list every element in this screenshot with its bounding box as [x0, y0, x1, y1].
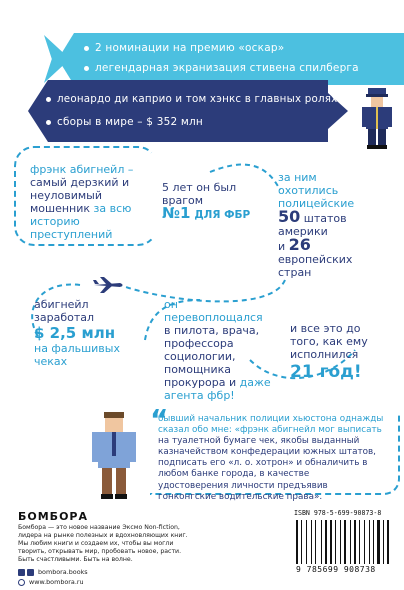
publisher-site[interactable]: www.bombora.ru [18, 578, 84, 586]
quote-text: бывший начальник полиции хьюстона однажды сказал обо мне: «фрэнк абигнейл мог выписать на туалетной бумаге чек, якобы выданный казначейством конфедерации южных штатов, подписать его «л. о. хотрон» и обналичить в любом банке города, в качестве удостоверения личности предъявив гонконгские водительские права». [158, 414, 384, 502]
barcode-bar [347, 520, 349, 564]
bullet-icon [84, 46, 89, 51]
barcode-bar [344, 520, 347, 564]
barcode-bar [377, 520, 380, 564]
barcode-bar [321, 520, 322, 564]
barcode-bar [303, 520, 306, 564]
barcode-bar [330, 520, 333, 564]
barcode-bar [373, 520, 375, 564]
quote-mark-icon: “ [150, 403, 169, 436]
barcode-bar [359, 520, 360, 564]
barcode-bar [383, 520, 384, 564]
vk-icon [27, 569, 34, 576]
barcode-bar [390, 520, 391, 564]
barcode-bar [299, 520, 300, 564]
barcode-bar [371, 520, 372, 564]
police-officer-icon [360, 88, 394, 150]
bullet-icon [46, 97, 51, 102]
banner-line-3: леонардо ди каприо и том хэнкс в главных ролях [46, 93, 337, 105]
barcode-bar [313, 520, 314, 564]
barcode-bar [360, 520, 363, 564]
barcode-bar [354, 520, 356, 564]
facebook-icon [18, 569, 25, 576]
barcode-bar [328, 520, 329, 564]
banner-line-2: легендарная экранизация стивена спилберга [84, 62, 359, 74]
fact-6: и все это до того, как ему исполнился 21 год! [290, 322, 368, 382]
barcode: 9 785699 908738 [296, 520, 392, 574]
fact-1: фрэнк абигнейл – самый дерзкий и неуловимый мошенник за всю историю преступлений [30, 163, 134, 241]
barcode-bars [296, 520, 392, 564]
banner-cast [28, 80, 328, 142]
barcode-bar [311, 520, 312, 564]
fact-2: 5 лет он был врагом №1 ДЛЯ ФБР [162, 181, 251, 222]
publisher-logo: БОМБОРА [18, 510, 88, 523]
barcode-bar [335, 520, 336, 564]
barcode-bar [308, 520, 310, 564]
barcode-bar [306, 520, 307, 564]
isbn-label: ISBN 978-5-699-90873-8 [294, 509, 382, 517]
barcode-bar [323, 520, 324, 564]
barcode-bar [333, 520, 334, 564]
barcode-bar [325, 520, 327, 564]
barcode-bar [369, 520, 370, 564]
banner-line-4: сборы в мире – $ 352 млн [46, 116, 203, 128]
barcode-bar [352, 520, 353, 564]
barcode-bar [381, 520, 382, 564]
barcode-bar [296, 520, 298, 564]
pilot-figure-icon [92, 410, 136, 500]
bullet-icon [84, 66, 89, 71]
publisher-social[interactable]: bombora.books [18, 568, 88, 576]
barcode-bar [357, 520, 358, 564]
fact-3: за ним охотились полицейские 50 штатов америки и 26 европейских стран [278, 171, 355, 279]
barcode-bar [317, 520, 320, 564]
globe-icon [18, 579, 25, 586]
barcode-bar [340, 520, 341, 564]
barcode-bar [375, 520, 376, 564]
bullet-icon [46, 120, 51, 125]
barcode-bar [337, 520, 339, 564]
barcode-bar [315, 520, 317, 564]
barcode-bar [385, 520, 387, 564]
barcode-bar [301, 520, 302, 564]
barcode-bar [342, 520, 343, 564]
fact-4: абигнейл заработал $ 2,5 млн на фальшивых чеках [34, 298, 120, 368]
publisher-description: Бомбора — это новое название Эксмо Non-fiction, лидера на рынке полезных и вдохновляющих книг. Мы любим книги и создаем их, чтобы вы могли творить, открывать мир, пробовать новое, расти. Быть счастливыми. Быть на волне. [18, 524, 188, 563]
airplane-icon [92, 276, 126, 294]
barcode-bar [350, 520, 351, 564]
barcode-bar [364, 520, 365, 564]
barcode-bar [387, 520, 389, 564]
banner-line-1: 2 номинации на премию «оскар» [84, 42, 284, 54]
banner-oscar [58, 33, 404, 85]
barcode-bar [366, 520, 368, 564]
fact-5: он перевоплощался в пилота, врача, профессора социологии, помощника прокурора и даже агента фбр! [164, 298, 271, 402]
